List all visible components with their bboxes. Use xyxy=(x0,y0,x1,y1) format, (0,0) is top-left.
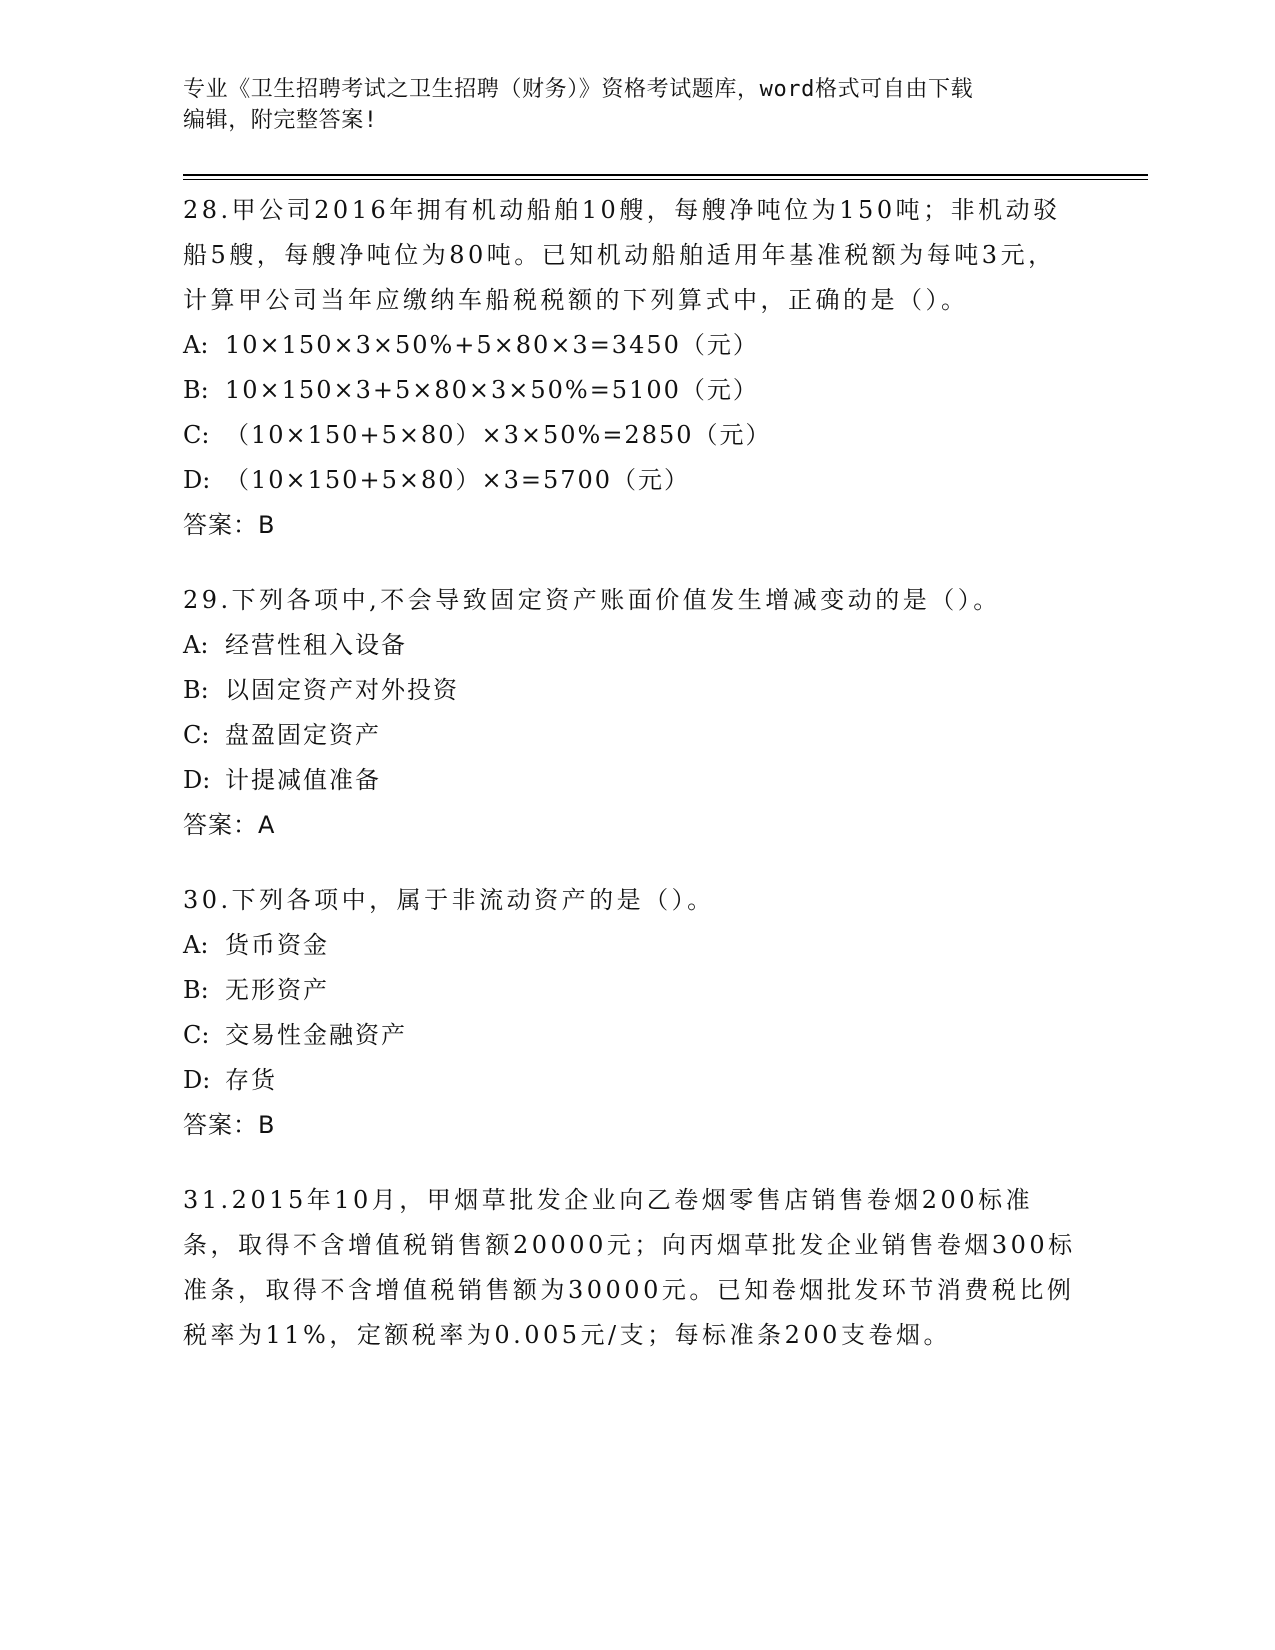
option-a xyxy=(183,923,1083,968)
option-text: （10×150+5×80）×3×50%=2850（元） xyxy=(225,421,772,449)
header-divider-thick xyxy=(183,174,1148,176)
option-letter: D: xyxy=(183,1066,211,1094)
header-divider-thin xyxy=(183,179,1148,180)
option-letter: D: xyxy=(183,466,211,494)
option-text: 以固定资产对外投资 xyxy=(225,676,459,704)
option-text: （10×150+5×80）×3=5700（元） xyxy=(225,466,691,494)
option-b xyxy=(183,368,1083,413)
option-letter: B: xyxy=(183,376,209,404)
option-b xyxy=(183,668,1083,713)
question-29 xyxy=(183,578,1083,848)
option-text: 计提减值准备 xyxy=(225,766,381,794)
question-stem: 31.2015年10月，甲烟草批发企业向乙卷烟零售店销售卷烟200标准条，取得不含增值税销售额20000元；向丙烟草批发企业销售卷烟300标准条，取得不含增值税销售额为30000元。已知卷烟批发环节消费税比例税率为11%，定额税率为0.005元/支；每标准条200支卷烟。 xyxy=(183,1186,1076,1349)
option-a xyxy=(183,623,1083,668)
option-letter: C: xyxy=(183,721,210,749)
option-letter: C: xyxy=(183,421,210,449)
option-letter: A: xyxy=(183,331,209,359)
option-c xyxy=(183,1013,1083,1058)
option-d xyxy=(183,1058,1083,1103)
question-30 xyxy=(183,878,1083,1148)
answer-line: 答案：A xyxy=(183,811,276,839)
question-stem: 28.甲公司2016年拥有机动船舶10艘，每艘净吨位为150吨；非机动驳船5艘，每艘净吨位为80吨。已知机动船舶适用年基准税额为每吨3元，计算甲公司当年应缴纳车船税税额的下列算式中，正确的是（）。 xyxy=(183,196,1061,314)
option-letter: D: xyxy=(183,766,211,794)
option-letter: B: xyxy=(183,976,209,1004)
header-line-2: 编辑，附完整答案! xyxy=(183,108,378,133)
option-letter: A: xyxy=(183,631,209,659)
option-d xyxy=(183,758,1083,803)
option-text: 经营性租入设备 xyxy=(225,631,407,659)
option-text: 10×150×3+5×80×3×50%=5100（元） xyxy=(225,376,759,404)
option-c xyxy=(183,413,1083,458)
question-31 xyxy=(183,1178,1083,1358)
option-text: 存货 xyxy=(225,1066,277,1094)
header-line-1: 专业《卫生招聘考试之卫生招聘（财务）》资格考试题库，word格式可自由下载 xyxy=(183,77,974,102)
answer-line: 答案：B xyxy=(183,511,276,539)
option-text: 无形资产 xyxy=(225,976,329,1004)
question-stem: 30.下列各项中，属于非流动资产的是（）。 xyxy=(183,886,715,914)
option-text: 货币资金 xyxy=(225,931,329,959)
option-b xyxy=(183,968,1083,1013)
question-stem: 29.下列各项中,不会导致固定资产账面价值发生增减变动的是（）。 xyxy=(183,586,1001,614)
document-header xyxy=(183,74,1063,136)
option-text: 盘盈固定资产 xyxy=(225,721,381,749)
option-letter: B: xyxy=(183,676,209,704)
option-c xyxy=(183,713,1083,758)
option-text: 交易性金融资产 xyxy=(225,1021,407,1049)
question-28 xyxy=(183,188,1083,548)
answer-line: 答案：B xyxy=(183,1111,276,1139)
option-d xyxy=(183,458,1083,503)
option-letter: A: xyxy=(183,931,209,959)
question-list xyxy=(183,188,1083,1388)
option-letter: C: xyxy=(183,1021,210,1049)
option-text: 10×150×3×50%+5×80×3=3450（元） xyxy=(225,331,759,359)
option-a xyxy=(183,323,1083,368)
